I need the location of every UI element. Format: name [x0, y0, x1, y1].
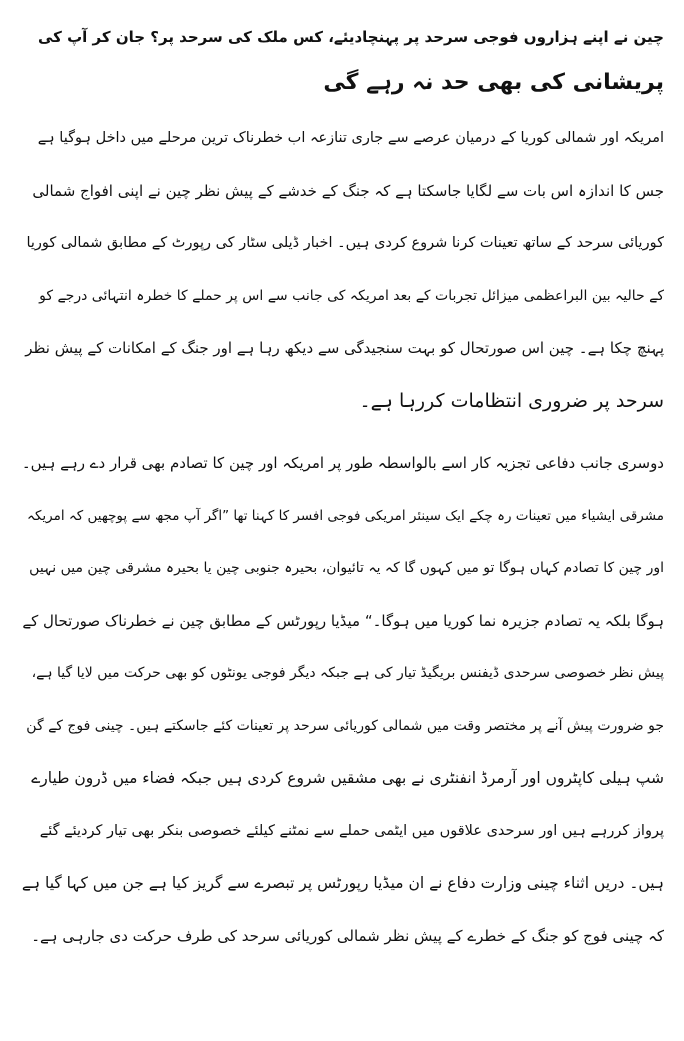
- article-headline: [20, 14, 664, 106]
- paragraph-line: پیش نظر خصوصی سرحدی ڈیفنس بریگیڈ تیار کی ہے جبکہ دیگر فوجی یونٹوں کو بھی حرکت میں لایا گیا ہے،: [31, 665, 664, 681]
- paragraph-line: پرواز کررہے ہیں اور سرحدی علاقوں میں ایٹمی حملے سے نمٹنے کیلئے خصوصی بنکر بھی تیار کردیئے گئے: [39, 822, 664, 839]
- paragraph-line: ہوگا بلکہ یہ تصادم جزیرہ نما کوریا میں ہوگا۔“ میڈیا رپورٹس کے مطابق چین نے خطرناک صورتحال کے: [22, 611, 664, 630]
- article-paragraph-2: [20, 437, 664, 962]
- headline-line: پریشانی کی بھی حد نہ رہے گی: [323, 70, 664, 95]
- paragraph-line: کے حالیہ بین البراعظمی میزائل تجربات کے بعد امریکہ کی جانب سے اس پر حملے کا خطرہ انتہائی درجے کو: [39, 287, 664, 304]
- paragraph-line: امریکہ اور شمالی کوریا کے درمیان عرصے سے جاری تنازعہ اب خطرناک ترین مرحلے میں داخل ہوگیا ہے: [37, 130, 664, 146]
- paragraph-line: پہنچ چکا ہے۔ چین اس صورتحال کو بہت سنجیدگی سے دیکھ رہا ہے اور جنگ کے امکانات کے پیش نظر: [25, 339, 664, 357]
- paragraph-line: ہیں۔ دریں اثناء چینی وزارت دفاع نے ان میڈیا رپورٹس پر تبصرے سے گریز کیا ہے جن میں کہا گیا ہے: [21, 874, 664, 892]
- paragraph-line: جس کا اندازہ اس بات سے لگایا جاسکتا ہے کہ جنگ کے خدشے کے پیش نظر چین نے اپنی افواج شمالی: [32, 181, 664, 200]
- headline-line: چین نے اپنے ہزاروں فوجی سرحد پر پہنچادیئے، کس ملک کی سرحد پر؟ جان کر آپ کی: [37, 28, 664, 46]
- article-paragraph-1: [20, 112, 664, 427]
- paragraph-line: شپ ہیلی کاپٹروں اور آرمرڈ انفنٹری نے بھی مشقیں شروع کردی ہیں جبکہ فضاء میں ڈرون طیارے: [31, 769, 664, 787]
- paragraph-line: مشرقی ایشیاء میں تعینات رہ چکے ایک سینئر امریکی فوجی افسر کا کہنا تھا ”اگر آپ مجھ سے پوچھیں کہ امریکہ: [27, 507, 664, 524]
- paragraph-line: اور چین کا تصادم کہاں ہوگا تو میں کہوں گا کہ یہ تائیوان، بحیرہ جنوبی چین یا بحیرہ مشرقی چین میں نہیں: [29, 560, 664, 576]
- paragraph-line: کہ چینی فوج کو جنگ کے خطرے کے پیش نظر شمالی کوریائی سرحد کی طرف حرکت دی جارہی ہے۔: [31, 926, 664, 945]
- paragraph-line: سرحد پر ضروری انتظامات کررہا ہے۔: [359, 389, 664, 412]
- paragraph-line: جو ضرورت پیش آنے پر مختصر وقت میں شمالی کوریائی سرحد پر تعینات کئے جاسکتے ہیں۔ چینی فوج کے گن: [26, 717, 664, 734]
- paragraph-line: دوسری جانب دفاعی تجزیہ کار اسے بالواسطہ طور پر امریکہ اور چین کا تصادم بھی قرار دے رہے ہیں۔: [21, 454, 664, 472]
- paragraph-line: کوریائی سرحد کے ساتھ تعینات کرنا شروع کردی ہیں۔ اخبار ڈیلی سٹار کی رپورٹ کے مطابق شمالی کوریا: [26, 235, 664, 251]
